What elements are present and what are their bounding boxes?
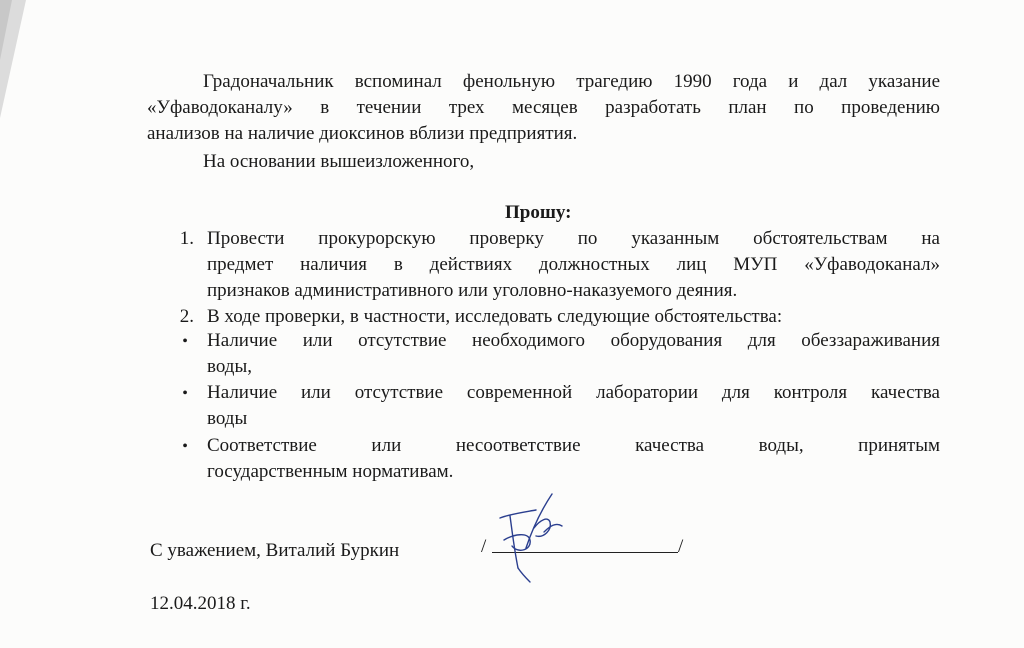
signature-close-slash: / — [678, 536, 684, 557]
signature-closing: С уважением, Виталий Буркин — [150, 540, 400, 561]
bullet-3-line-2: государственным нормативам. — [207, 461, 454, 482]
numbered-item-2-number: 2. — [179, 306, 194, 327]
numbered-item-1-number: 1. — [179, 228, 194, 249]
bullet-3-line-1: Соответствие или несоответствие качества воды, принятым — [207, 435, 940, 456]
bullet-2-symbol: • — [182, 385, 188, 402]
bullet-1-symbol: • — [182, 333, 188, 350]
bullet-1-line-1: Наличие или отсутствие необходимого оборудования для обеззараживания — [207, 330, 940, 351]
scan-shadow-corner-inner — [0, 0, 12, 60]
request-heading: Прошу: — [505, 202, 572, 223]
paragraph-1-line-2: «Уфаводоканалу» в течении трех месяцев разработать план по проведению — [147, 97, 940, 118]
signature-open-slash: / — [481, 536, 487, 557]
bullet-3-symbol: • — [182, 438, 188, 455]
paragraph-2: На основании вышеизложенного, — [203, 151, 475, 172]
paragraph-1-line-3: анализов на наличие диоксинов вблизи предприятия. — [147, 123, 578, 144]
numbered-item-1-line-3: признаков административного или уголовно-наказуемого деяния. — [207, 280, 738, 301]
numbered-item-2-line-1: В ходе проверки, в частности, исследовать следующие обстоятельства: — [207, 306, 783, 327]
bullet-2-line-2: воды — [207, 408, 248, 429]
date: 12.04.2018 г. — [150, 593, 251, 614]
handwritten-signature — [470, 470, 590, 590]
numbered-item-1-line-2: предмет наличия в действиях должностных лиц МУП «Уфаводоканал» — [207, 254, 940, 275]
bullet-2-line-1: Наличие или отсутствие современной лаборатории для контроля качества — [207, 382, 940, 403]
paragraph-1-line-1: Градоначальник вспоминал фенольную трагедию 1990 года и дал указание — [203, 71, 940, 92]
bullet-1-line-2: воды, — [207, 356, 252, 377]
numbered-item-1-line-1: Провести прокурорскую проверку по указанным обстоятельствам на — [207, 228, 940, 249]
